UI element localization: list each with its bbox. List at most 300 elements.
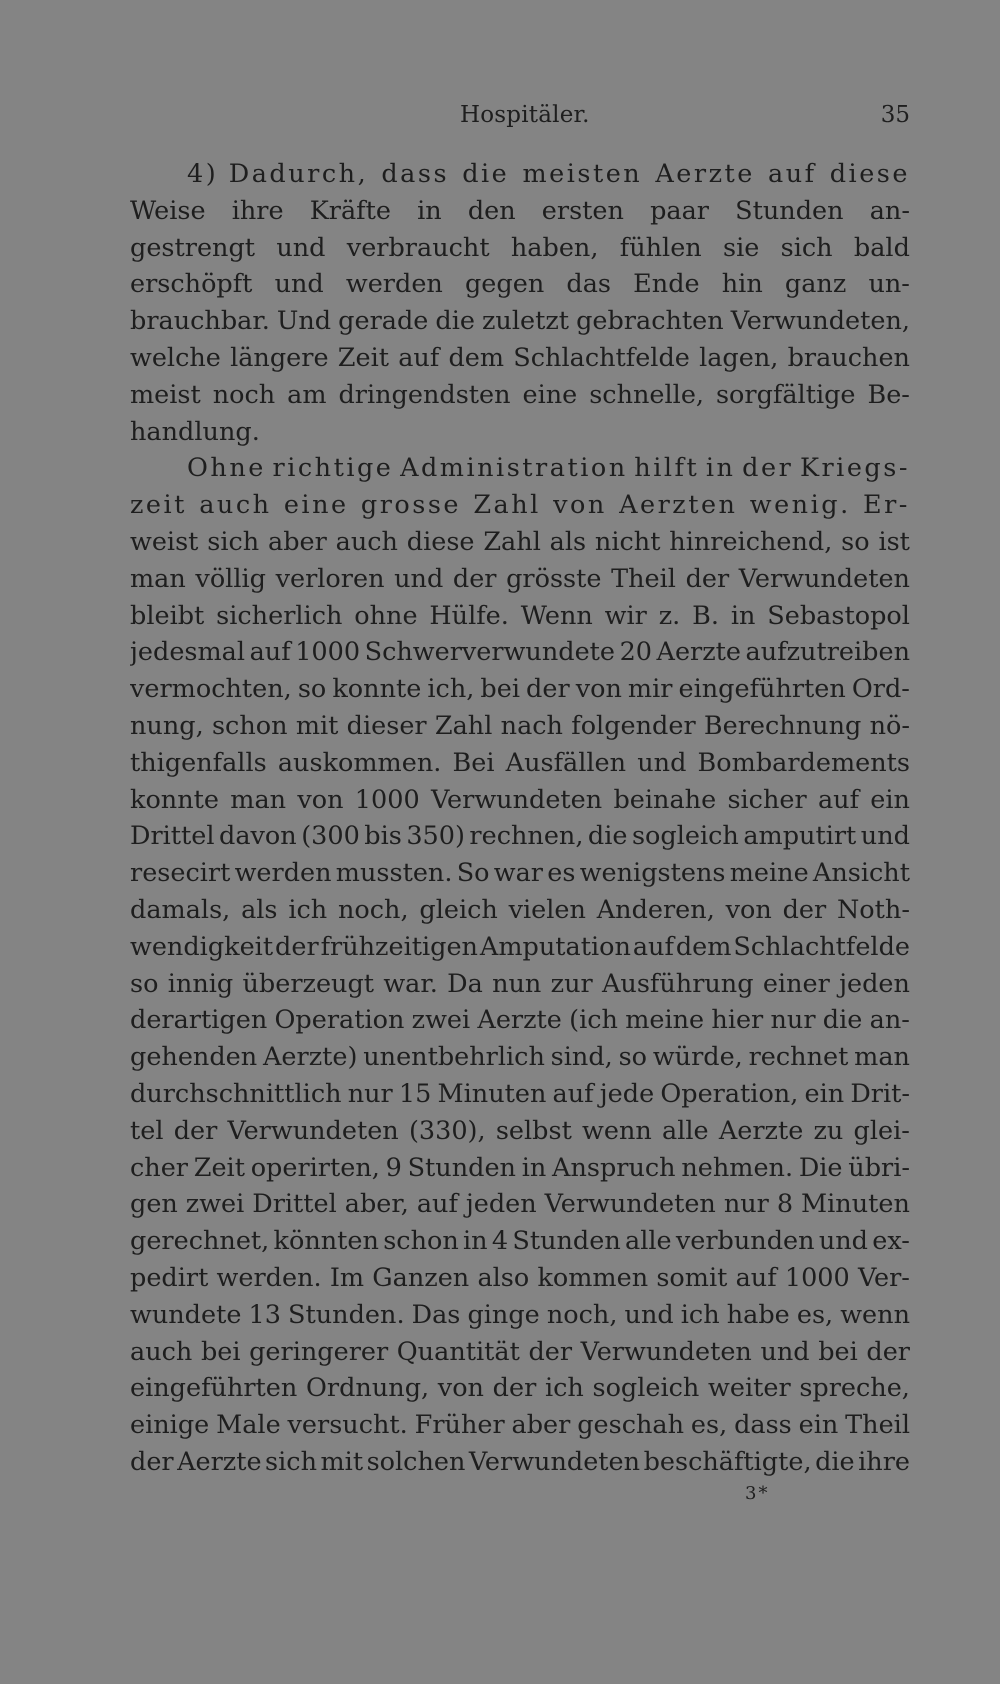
word: sind, — [550, 1042, 613, 1073]
word: wenig. — [749, 490, 851, 521]
word: jedesmal — [130, 637, 246, 668]
text-line — [130, 1370, 910, 1407]
word: wundete — [130, 1299, 242, 1330]
word: beinahe — [613, 784, 717, 815]
word: nach — [500, 710, 563, 741]
word: Male — [216, 1410, 281, 1441]
word: sogleich — [592, 1373, 700, 1404]
word: gleich — [419, 894, 498, 925]
word: wenigstens — [579, 858, 726, 889]
word: auskommen. — [277, 747, 442, 778]
word: ohne — [354, 600, 418, 631]
text-line — [130, 818, 910, 855]
word: der — [866, 1336, 910, 1367]
word: Stunden — [512, 1226, 621, 1257]
word: nun — [492, 968, 542, 999]
text-line — [130, 929, 910, 966]
word: bleibt — [130, 600, 205, 631]
text-line — [130, 156, 910, 193]
word: Amputation — [479, 931, 631, 962]
word: Drittel — [252, 1189, 337, 1220]
word: Aerzte) — [263, 1042, 358, 1073]
text-line — [130, 634, 910, 671]
word: Er- — [862, 490, 910, 521]
word: das — [566, 269, 612, 300]
text-line — [130, 230, 910, 267]
word: davon — [219, 821, 297, 852]
word: glei- — [853, 1115, 910, 1146]
word: Ord- — [851, 674, 910, 705]
word: völlig — [195, 563, 266, 594]
word: Ordnung, — [306, 1373, 430, 1404]
word: sogleich — [631, 821, 739, 852]
word: meine — [625, 1005, 705, 1036]
text-line — [130, 745, 910, 782]
word: nur — [723, 1189, 769, 1220]
word: der — [173, 1115, 218, 1146]
word: gehenden — [130, 1042, 258, 1073]
word: werden — [234, 858, 332, 889]
word: die — [815, 1446, 855, 1477]
word: mit — [295, 710, 339, 741]
word: Und — [276, 306, 332, 337]
word: auf — [735, 1262, 777, 1293]
word: pedirt — [130, 1262, 209, 1293]
word: ihre — [858, 1446, 910, 1477]
text-line — [130, 1260, 910, 1297]
word: geringerer — [249, 1336, 389, 1367]
word: rechnen, — [469, 821, 584, 852]
word: werden. — [216, 1262, 322, 1293]
word: z. — [658, 600, 681, 631]
word: nur — [347, 1078, 393, 1109]
word: konnte — [130, 784, 219, 815]
word: 1000 — [295, 637, 361, 668]
word: Im — [329, 1262, 365, 1293]
running-head: Hospitäler. — [460, 102, 590, 128]
word: (ich — [569, 1005, 618, 1036]
text-line — [130, 303, 910, 340]
word: Aerzten — [619, 490, 738, 521]
word: von — [725, 894, 772, 925]
word: bei — [200, 1336, 241, 1367]
word: fühlen — [619, 232, 702, 263]
word: die — [587, 821, 628, 852]
word: alle — [662, 1115, 709, 1146]
word: noch — [212, 379, 276, 410]
body-text — [130, 156, 910, 1481]
word: und — [760, 1336, 810, 1367]
word: wir — [604, 600, 647, 631]
word: ersten — [541, 195, 624, 226]
word: Minuten — [437, 1078, 547, 1109]
word: 20 — [619, 637, 653, 668]
word: als — [241, 894, 278, 925]
word: von — [297, 784, 344, 815]
word: geschah — [577, 1410, 685, 1441]
word: 1000 — [354, 784, 420, 815]
word: paar — [650, 195, 709, 226]
word: Stunden. — [288, 1299, 405, 1330]
word: erschöpft — [130, 269, 253, 300]
word: eingeführten — [130, 1373, 298, 1404]
word: schnelle, — [589, 379, 705, 410]
word: eine — [283, 490, 349, 521]
word: eine — [522, 379, 578, 410]
word: ganz — [784, 269, 847, 300]
word: aber — [268, 526, 327, 557]
word: haben, — [510, 232, 599, 263]
word: operirten, — [250, 1152, 380, 1183]
word: Zahl — [473, 490, 541, 521]
word: einige — [130, 1410, 210, 1441]
word: 15 — [398, 1078, 432, 1109]
word: grosse — [360, 490, 462, 521]
text-line — [130, 524, 910, 561]
word: es — [547, 858, 576, 889]
word: habe — [726, 1299, 790, 1330]
text-line — [130, 855, 910, 892]
word: Bombardements — [697, 747, 910, 778]
word: ich — [680, 1299, 720, 1330]
word: hier — [711, 1005, 764, 1036]
word: B. — [692, 600, 719, 631]
word: die — [435, 306, 475, 337]
word: übri- — [848, 1152, 910, 1183]
word: auf — [632, 931, 674, 962]
word: und — [637, 747, 687, 778]
word: der — [526, 674, 570, 705]
word: am — [287, 379, 327, 410]
word: bis — [364, 821, 402, 852]
word: gerade — [338, 306, 429, 337]
word: schon — [211, 710, 288, 741]
word: es, — [690, 1410, 728, 1441]
word: folgender — [571, 710, 696, 741]
word: Hülfe. — [429, 600, 509, 631]
word: gerechnet, — [130, 1226, 270, 1257]
word: tel — [130, 1115, 164, 1146]
word: war — [493, 858, 544, 889]
word: schon — [383, 1226, 459, 1257]
word: wenn — [582, 1115, 652, 1146]
word: der — [685, 563, 730, 594]
word: Berechnung — [703, 710, 862, 741]
word: und — [274, 269, 324, 300]
word: auf — [817, 784, 860, 815]
word: ein — [870, 784, 910, 815]
word: auf — [398, 342, 440, 373]
word: brauchbar. — [130, 306, 270, 337]
word: es, — [796, 1299, 834, 1330]
word: Kriegs- — [799, 453, 910, 484]
text-line — [130, 561, 910, 598]
word: auf — [552, 1078, 594, 1109]
word: zur — [550, 968, 593, 999]
word: Kräfte — [309, 195, 391, 226]
text-line — [130, 1407, 910, 1444]
word: man — [130, 563, 186, 594]
word: ist — [878, 526, 910, 557]
word: werden — [345, 269, 443, 300]
word: gestrengt — [130, 232, 256, 263]
word: Ohne — [187, 453, 266, 484]
word: in — [705, 453, 736, 484]
text-line — [130, 414, 910, 451]
text-line — [130, 1039, 910, 1076]
word: 13 — [248, 1299, 281, 1330]
word: Anspruch — [552, 1152, 676, 1183]
word: ex- — [872, 1226, 910, 1257]
word: hilft — [634, 453, 700, 484]
word: kommen — [537, 1262, 649, 1293]
text-line — [130, 193, 910, 230]
word: gen — [130, 1189, 178, 1220]
word: Verwundeten — [468, 1446, 641, 1477]
word: sorgfältige — [715, 379, 856, 410]
word: verbraucht — [346, 232, 490, 263]
word: nung, — [130, 710, 204, 741]
word: der — [492, 1373, 537, 1404]
text-line — [130, 1113, 910, 1150]
word: an- — [869, 195, 910, 226]
word: jeden — [839, 968, 910, 999]
word: weist — [130, 526, 199, 557]
word: längere — [230, 342, 329, 373]
word: zu — [813, 1115, 844, 1146]
word: in — [417, 195, 442, 226]
word: sich — [780, 232, 833, 263]
word: Zeit — [193, 1152, 245, 1183]
word: vielen — [508, 894, 586, 925]
text-line — [130, 671, 910, 708]
word: Zahl — [434, 710, 493, 741]
word: Theil — [611, 563, 676, 594]
word: Zeit — [337, 342, 389, 373]
word: rechnet — [748, 1042, 849, 1073]
word: könnten — [273, 1226, 379, 1257]
word: Noth- — [836, 894, 910, 925]
word: versucht. — [287, 1410, 408, 1441]
word: 350) — [406, 821, 465, 852]
word: lagen, — [699, 342, 779, 373]
word: Aerzte — [477, 1005, 562, 1036]
word: so — [841, 526, 870, 557]
word: hinreichend, — [669, 526, 833, 557]
text-line — [130, 377, 910, 414]
word: ich — [288, 894, 328, 925]
word: dieser — [346, 710, 427, 741]
word: und — [860, 821, 910, 852]
word: Operation, — [660, 1078, 799, 1109]
word: (330), — [408, 1115, 486, 1146]
word: und — [624, 1299, 674, 1330]
word: meisten — [522, 159, 643, 189]
word: in — [463, 1226, 488, 1257]
text-line — [130, 487, 910, 524]
word: alle — [625, 1226, 672, 1257]
text-line — [130, 966, 910, 1003]
word: war. — [383, 968, 438, 999]
word: Operation — [274, 1005, 405, 1036]
word: nicht — [594, 526, 661, 557]
word: dem — [448, 342, 505, 373]
word: ich — [544, 1373, 584, 1404]
word: dass — [381, 159, 450, 189]
word: dem — [675, 931, 732, 962]
word: Ganzen — [372, 1262, 470, 1293]
text-line — [130, 340, 910, 377]
word: jeden — [465, 1189, 537, 1220]
text-line — [130, 1334, 910, 1371]
word: von — [575, 674, 622, 705]
word: Schwerverwundete — [364, 637, 616, 668]
word: Ausfällen — [505, 747, 627, 778]
word: so — [618, 1042, 648, 1073]
word: Verwundeten — [738, 563, 910, 594]
word: solchen — [366, 1446, 466, 1477]
word: richtige — [272, 453, 394, 484]
word: Verwundeten, — [730, 306, 910, 337]
word: Früher — [414, 1410, 505, 1441]
word: der — [275, 931, 319, 962]
word: bei — [818, 1336, 858, 1367]
word: zuletzt — [482, 306, 570, 337]
word: meine — [729, 858, 809, 889]
word: meist — [130, 379, 201, 410]
word: Ver- — [857, 1262, 910, 1293]
word: Stunden — [407, 1152, 516, 1183]
word: und — [394, 563, 444, 594]
text-line — [130, 782, 910, 819]
word: Da — [447, 968, 483, 999]
word: Ausführung — [601, 968, 754, 999]
word: wendigkeit — [130, 931, 274, 962]
word: mir — [627, 674, 673, 705]
word: auf — [249, 637, 291, 668]
word: sich — [207, 526, 260, 557]
word: die — [462, 159, 510, 189]
page-number: 35 — [880, 102, 910, 128]
word: unentbehrlich — [363, 1042, 545, 1073]
word: wenn — [840, 1299, 910, 1330]
word: Die — [798, 1152, 843, 1183]
word: von — [553, 490, 607, 521]
word: handlung. — [130, 416, 260, 447]
word: verloren — [275, 563, 385, 594]
word: selbst — [495, 1115, 572, 1146]
word: man — [230, 784, 287, 815]
word: Verwundeten — [580, 1336, 752, 1367]
word: 9 — [385, 1152, 402, 1183]
word: 8 — [776, 1189, 794, 1220]
word: zwei — [411, 1005, 471, 1036]
word: Verwundeten — [430, 784, 603, 815]
word: der — [528, 1336, 573, 1367]
word: ein — [804, 1078, 845, 1109]
word: sie — [723, 232, 760, 263]
word: in — [730, 600, 756, 631]
word: diese — [406, 526, 475, 557]
word: innig — [167, 968, 234, 999]
word: So — [456, 858, 490, 889]
word: 4) Dadurch, — [187, 159, 369, 189]
word: in — [521, 1152, 547, 1183]
word: welche — [130, 342, 221, 373]
word: auf — [768, 159, 817, 189]
word: und — [276, 232, 326, 263]
word: Theil — [845, 1410, 910, 1441]
word: brauchen — [787, 342, 910, 373]
word: Sebastopol — [767, 600, 910, 631]
word: der — [782, 894, 827, 925]
word: Ansicht — [812, 858, 910, 889]
text-line — [130, 450, 910, 487]
text-line — [130, 1223, 910, 1260]
word: Anderen, — [596, 894, 715, 925]
word: Verwundeten — [227, 1115, 399, 1146]
word: Administration — [400, 453, 628, 484]
text-line — [130, 598, 910, 635]
word: jede — [599, 1078, 655, 1109]
text-line — [130, 266, 910, 303]
word: so — [130, 968, 159, 999]
word: den — [467, 195, 516, 226]
text-line — [130, 1076, 910, 1113]
word: auch — [130, 1336, 193, 1367]
word: Das — [411, 1299, 461, 1330]
word: konnte — [332, 674, 422, 705]
word: Quantität — [396, 1336, 520, 1367]
word: aufzutreiben — [745, 637, 910, 668]
word: auch — [335, 526, 398, 557]
word: vermochten, — [130, 674, 292, 705]
word: Ende — [633, 269, 700, 300]
word: gebrachten — [576, 306, 724, 337]
word: der — [742, 453, 794, 484]
word: also — [477, 1262, 530, 1293]
word: Weise — [130, 195, 206, 226]
word: Drittel — [130, 821, 215, 852]
word: dass — [734, 1410, 792, 1441]
word: Schlachtfelde — [513, 342, 690, 373]
word: Aerzte — [655, 159, 755, 189]
page-header — [130, 102, 910, 132]
word: würde, — [652, 1042, 743, 1073]
word: dringendsten — [338, 379, 511, 410]
text-line — [130, 708, 910, 745]
word: an- — [869, 1005, 910, 1036]
word: Be- — [867, 379, 910, 410]
word: so — [297, 674, 327, 705]
word: mit — [320, 1446, 364, 1477]
word: einer — [762, 968, 830, 999]
word: zwei — [185, 1189, 245, 1220]
word: nö- — [869, 710, 910, 741]
word: aber — [511, 1410, 571, 1441]
word: diese — [829, 159, 910, 189]
text-line — [130, 1186, 910, 1223]
word: nehmen. — [681, 1152, 794, 1183]
word: sich — [265, 1446, 317, 1477]
word: zeit — [130, 490, 187, 521]
word: durchschnittlich — [130, 1078, 342, 1109]
word: mussten. — [335, 858, 453, 889]
word: auch — [199, 490, 272, 521]
word: spreche, — [799, 1373, 910, 1404]
word: ein — [798, 1410, 839, 1441]
word: der — [130, 1446, 174, 1477]
